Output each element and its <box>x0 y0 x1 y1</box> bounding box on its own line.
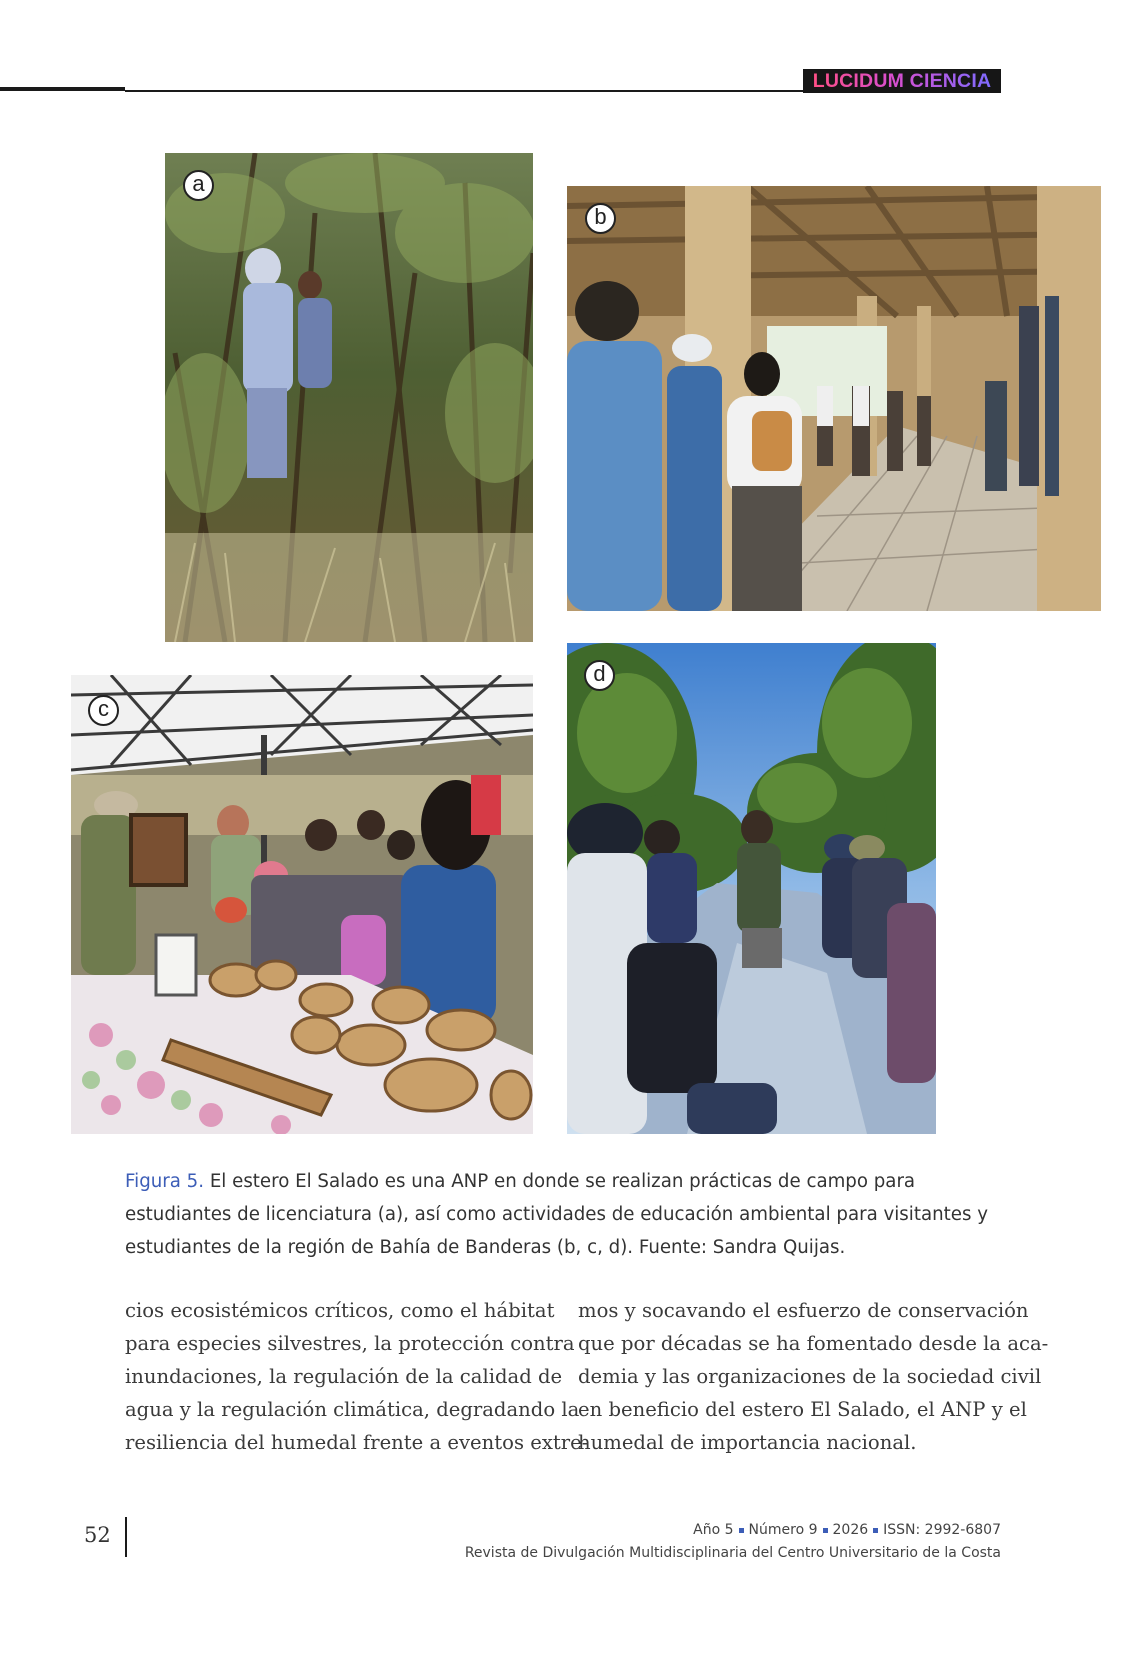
photo-b-walkway-tour <box>567 186 1101 611</box>
panel-label-c: c <box>88 695 119 726</box>
photo-d-boat-tour <box>567 643 936 1134</box>
figure-caption <box>125 1165 1005 1264</box>
body-line: mos y socavando el esfuerzo de conservación <box>578 1299 1029 1322</box>
footer-divider <box>125 1517 127 1557</box>
panel-label-a: a <box>183 170 214 201</box>
body-line: en beneficio del estero El Salado, el ANP y el <box>578 1398 1027 1421</box>
journal-brand: LUCIDUM CIENCIA <box>803 69 1001 93</box>
panel-label-b: b <box>585 203 616 234</box>
body-line: inundaciones, la regulación de la calidad de <box>125 1365 563 1388</box>
separator-square-icon <box>739 1528 744 1533</box>
body-line: demia y las organizaciones de la sociedad civil <box>578 1365 1042 1388</box>
issn-label: ISSN: 2992-6807 <box>883 1522 1001 1538</box>
issue-info <box>465 1519 1001 1542</box>
photo-a-mangrove-fieldwork <box>165 153 533 642</box>
separator-square-icon <box>873 1528 878 1533</box>
body-line: para especies silvestres, la protección contra <box>125 1332 575 1355</box>
journal-name: Revista de Divulgación Multidisciplinaria del Centro Universitario de la Costa <box>464 1545 1001 1561</box>
body-line: resiliencia del humedal frente a eventos extre- <box>125 1431 589 1454</box>
figure-label: Figura 5. <box>125 1171 205 1192</box>
body-line: que por décadas se ha fomentado desde la aca- <box>578 1332 1049 1355</box>
body-line: cios ecosistémicos críticos, como el hábitat <box>125 1299 555 1322</box>
page-number: 52 <box>84 1523 111 1547</box>
figure-caption-text: El estero El Salado es una ANP en donde se realizan prácticas de campo para estudiantes de licenciatura (a), así como actividades de educación ambiental para visitantes y estudiantes de la región de Bahía de Banderas (b, c, d). Fuente: Sandra Quijas. <box>125 1171 988 1258</box>
separator-square-icon <box>823 1528 828 1533</box>
body-column-left <box>125 1294 589 1459</box>
body-line: humedal de importancia nacional. <box>578 1431 917 1454</box>
issue-label: Número 9 <box>748 1522 818 1538</box>
panel-label-d: d <box>584 660 615 691</box>
photo-c-education-stand <box>71 675 533 1134</box>
footer-meta <box>465 1519 1001 1565</box>
header-rule-thick <box>0 87 125 91</box>
body-column-right <box>578 1294 1049 1459</box>
pub-year-label: 2026 <box>832 1522 869 1538</box>
year-label: Año 5 <box>693 1522 734 1538</box>
body-line: agua y la regulación climática, degradando la <box>125 1398 580 1421</box>
